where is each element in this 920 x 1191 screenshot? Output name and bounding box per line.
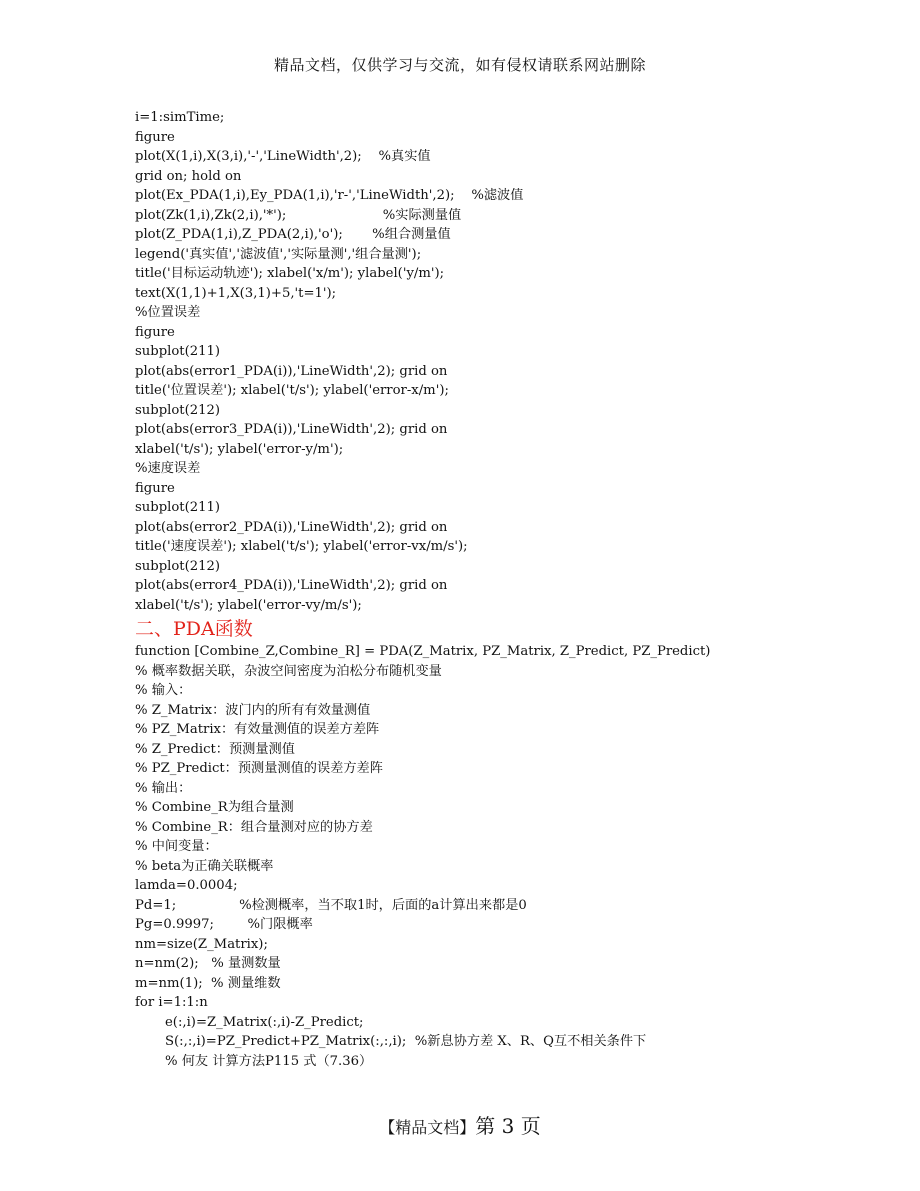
code-line: legend('真实值','滤波值','实际量测','组合量测'); [135,246,422,262]
code-line: text(X(1,1)+1,X(3,1)+5,'t=1'); [135,285,337,301]
code-line: subplot(212) [135,558,221,574]
code-line: S(:,:,i)=PZ_Predict+PZ_Matrix(:,:,i); %新息协方差 X、R、Q互不相关条件下 [165,1034,647,1049]
code-line: % 概率数据关联，杂波空间密度为泊松分布随机变量 [135,663,442,679]
code-line: plot(Ex_PDA(1,i),Ey_PDA(1,i),'r-','LineWidth',2); %滤波值 [135,188,524,203]
code-line: plot(Zk(1,i),Zk(2,i),'*'); %实际测量值 [135,207,462,223]
code-line: subplot(211) [135,500,221,515]
code-line: figure [135,324,175,340]
code-line: % Z_Matrix：波门内的所有有效量测值 [135,702,371,718]
code-line: m=nm(1); % 测量维数 [135,975,281,991]
code-line: % Combine_R：组合量测对应的协方差 [135,819,373,835]
code-line: xlabel('t/s'); ylabel('error-vy/m/s'); [135,597,362,613]
footer-label: 【精品文档】 [379,1118,476,1137]
code-line: Pd=1; %检测概率，当不取1时，后面的a计算出来都是0 [135,897,527,913]
code-line: % Z_Predict：预测量测值 [135,741,295,757]
code-line: i=1:simTime; [135,110,225,125]
code-line: title('位置误差'); xlabel('t/s'); ylabel('error-x/m'); [135,383,449,398]
code-line: n=nm(2); % 量测数量 [135,956,281,971]
page-header: 精品文档，仅供学习与交流，如有侵权请联系网站删除 [273,56,646,74]
code-line: % PZ_Predict：预测量测值的误差方差阵 [135,761,383,776]
section-heading: 二、PDA函数 [135,618,253,640]
code-line: % Combine_R为组合量测 [135,800,294,815]
code-line: xlabel('t/s'); ylabel('error-y/m'); [135,441,344,457]
code-line: e(:,i)=Z_Matrix(:,i)-Z_Predict; [165,1014,364,1030]
page-number: 第 3 页 [475,1114,541,1138]
code-line: %位置误差 [135,305,201,320]
code-line: subplot(211) [135,344,221,359]
code-line: subplot(212) [135,402,221,418]
code-line: function [Combine_Z,Combine_R] = PDA(Z_Matrix, PZ_Matrix, Z_Predict, PZ_Predict) [135,644,711,659]
code-line: % beta为正确关联概率 [135,858,274,874]
code-line: for i=1:1:n [135,995,208,1010]
code-line: lamda=0.0004; [135,878,238,893]
code-group-pda-function [135,642,895,1013]
code-line: title('目标运动轨迹'); xlabel('x/m'); ylabel('y/m'); [135,266,445,281]
code-line: %速度误差 [135,461,201,476]
code-line: plot(abs(error4_PDA(i)),'LineWidth',2); grid on [135,578,448,593]
code-line: nm=size(Z_Matrix); [135,936,268,952]
code-line: plot(abs(error3_PDA(i)),'LineWidth',2); grid on [135,422,448,437]
code-block [135,108,895,1071]
code-line: figure [135,129,175,145]
code-line: plot(Z_PDA(1,i),Z_PDA(2,i),'o'); %组合测量值 [135,227,451,242]
code-line: plot(abs(error2_PDA(i)),'LineWidth',2); grid on [135,519,448,535]
code-line: plot(abs(error1_PDA(i)),'LineWidth',2); grid on [135,363,448,379]
code-line: plot(X(1,i),X(3,i),'-','LineWidth',2); %真实值 [135,149,431,164]
code-line: title('速度误差'); xlabel('t/s'); ylabel('error-vx/m/s'); [135,539,468,554]
code-group-plotting [135,108,895,615]
code-line: figure [135,480,175,496]
page-footer [0,1110,920,1139]
code-line: % 中间变量： [135,839,218,854]
code-line: grid on; hold on [135,168,242,184]
code-line: % PZ_Matrix：有效量测值的误差方差阵 [135,722,380,737]
code-line: % 何友 计算方法P115 式（7.36） [165,1053,373,1069]
code-line: % 输出： [135,780,192,796]
code-line: Pg=0.9997; %门限概率 [135,917,313,932]
code-line: % 输入： [135,683,192,698]
code-group-loop-body [135,1013,895,1072]
